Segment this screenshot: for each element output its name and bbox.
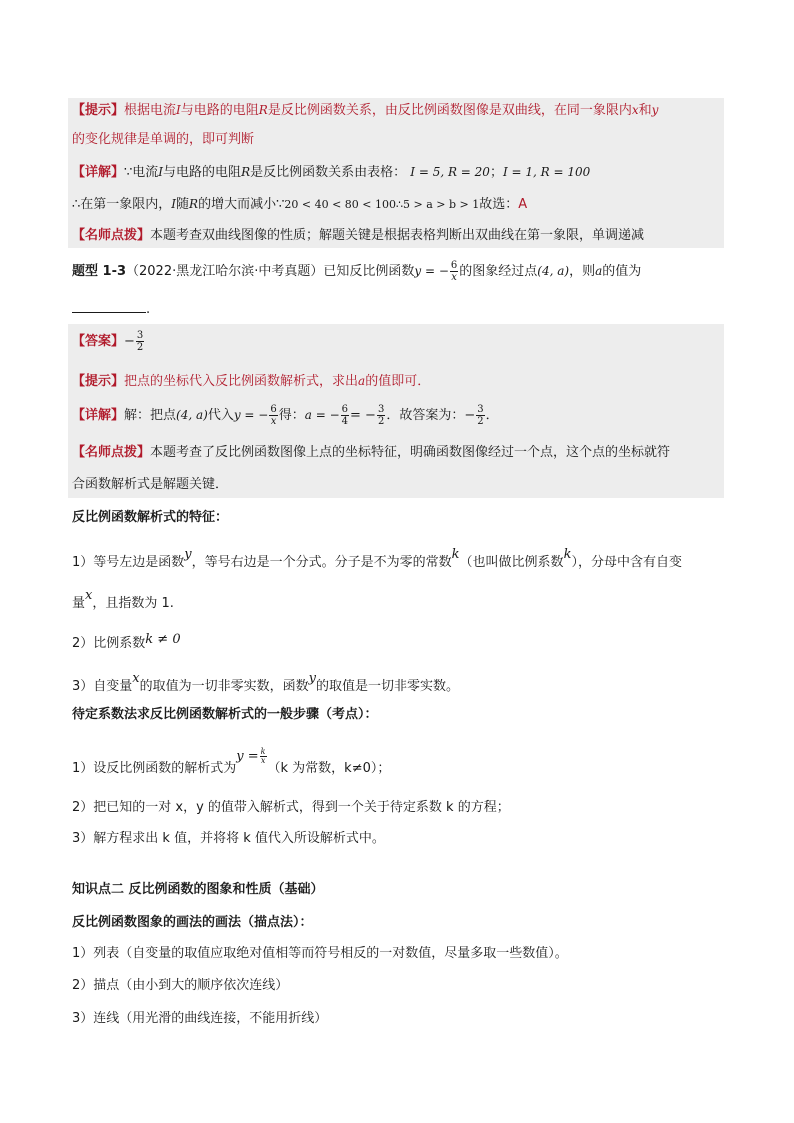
var-x: x xyxy=(85,588,93,603)
var-y: y xyxy=(308,671,316,686)
method-item-2: 2）描点（由小到大的顺序依次连线） xyxy=(72,978,289,993)
equation-2: I = 1, R = 100 xyxy=(502,165,591,179)
detail-line-1: 【详解】∵电流I与电路的电阻R是反比例函数关系由表格： I = 5, R = 20；I = 1, R = 100 xyxy=(72,165,591,180)
steps-heading: 待定系数法求反比例函数解析式的一般步骤（考点）： xyxy=(72,707,378,722)
hint-line-1: 【提示】根据电流I与电路的电阻R是反比例函数关系，由反比例函数图像是双曲线，在同一象限内x和y xyxy=(72,103,659,118)
answer-letter: A xyxy=(518,197,528,212)
var-x: x xyxy=(132,671,140,686)
teacher-note-1: 【名师点拨】本题考查双曲线图像的性质；解题关键是根据表格判断出双曲线在第一象限，单调递减 xyxy=(72,228,645,243)
detail-line-3: 【详解】解：把点(4, a)代入y = − $\frac{6}{x}$ 得：a = − $\frac{6}{4}$ = − $\frac{3}{2}$ ．故答案为：− $\frac{3}{2}$ ． xyxy=(72,404,499,427)
feature-item-1: 1）等号左边是函数y，等号右边是一个分式。分子是不为零的常数k（也叫做比例系数k），分母中含有自变 xyxy=(72,547,682,570)
fraction-6-over-x: $\frac{6}{x}$ xyxy=(450,260,458,283)
equation-1: I = 5, R = 20 xyxy=(410,165,490,179)
fraction-6-over-4: $\frac{6}{4}$ xyxy=(341,404,349,427)
step-2: 2）把已知的一对 x，y 的值带入解析式，得到一个关于待定系数 k 的方程； xyxy=(72,800,510,815)
detail-line-2: ∴在第一象限内，I随R的增大而减小∵20 < 40 < 80 < 100∴5 > a > b > 1故选：A xyxy=(72,197,528,212)
question-label: 题型 1-3 xyxy=(72,264,127,279)
method-item-3: 3）连线（用光滑的曲线连接，不能用折线） xyxy=(72,1011,328,1026)
answer-line: 【答案】− $\frac{3}{2}$ xyxy=(72,330,144,353)
section-heading-kp2: 知识点二 反比例函数的图象和性质（基础） xyxy=(72,882,324,897)
feature-item-1-cont: 量x，且指数为 1. xyxy=(72,588,174,611)
answer-blank-line: . xyxy=(72,300,150,319)
hint-line-2: 的变化规律是单调的，即可判断 xyxy=(72,132,255,147)
fraction-final: $\frac{3}{2}$ xyxy=(477,404,484,427)
question-1-3: 题型 1-3（2022·黑龙江哈尔滨·中考真题）已知反比例函数y = − $\frac{6}{x}$ 的图象经过点(4, a)，则a的值为 xyxy=(72,260,642,283)
teacher-tag: 【名师点拨】 xyxy=(72,228,151,243)
drawing-method-heading: 反比例函数图象的画法的画法（描点法）： xyxy=(72,915,313,930)
feature-item-3: 3）自变量x的取值为一切非零实数，函数y的取值是一切非零实数。 xyxy=(72,671,460,694)
detail-tag: 【详解】 xyxy=(72,165,125,180)
var-y: y xyxy=(184,547,192,562)
answer-tag: 【答案】 xyxy=(72,334,125,349)
teacher-note-2-line-1: 【名师点拨】本题考查了反比例函数图像上点的坐标特征，明确函数图像经过一个点，这个点的坐标就符 xyxy=(72,445,671,460)
step-1: 1）设反比例函数的解析式为y = $\frac{k}{x}$ （k 为常数，k≠0）； xyxy=(72,747,391,776)
feature-item-2: 2）比例系数k ≠ 0 xyxy=(72,632,181,651)
var-k: k xyxy=(451,547,460,562)
var-k: k xyxy=(563,547,572,562)
fraction-6-over-x: $\frac{6}{x}$ xyxy=(270,404,277,427)
hint-line-3: 【提示】把点的坐标代入反比例函数解析式，求出a的值即可． xyxy=(72,374,431,389)
k-not-zero: k ≠ 0 xyxy=(145,632,181,647)
inequality: 20 < 40 < 80 < 100∴5 > a > b > 1 xyxy=(284,198,480,211)
method-item-1: 1）列表（自变量的取值应取绝对值相等而符号相反的一对数值，尽量多取一些数值）。 xyxy=(72,946,568,961)
teacher-note-2-line-2: 合函数解析式是解题关键． xyxy=(72,477,229,492)
fraction-3-over-2: $\frac{3}{2}$ xyxy=(377,404,385,427)
features-heading: 反比例函数解析式的特征： xyxy=(72,510,229,525)
step-3: 3）解方程求出 k 值，并将将 k 值代入所设解析式中。 xyxy=(72,831,385,846)
fraction-k-over-x: $\frac{k}{x}$ xyxy=(260,747,266,765)
answer-blank xyxy=(72,300,146,313)
fraction-answer: $\frac{3}{2}$ xyxy=(136,330,144,353)
hint-tag: 【提示】 xyxy=(72,103,125,118)
